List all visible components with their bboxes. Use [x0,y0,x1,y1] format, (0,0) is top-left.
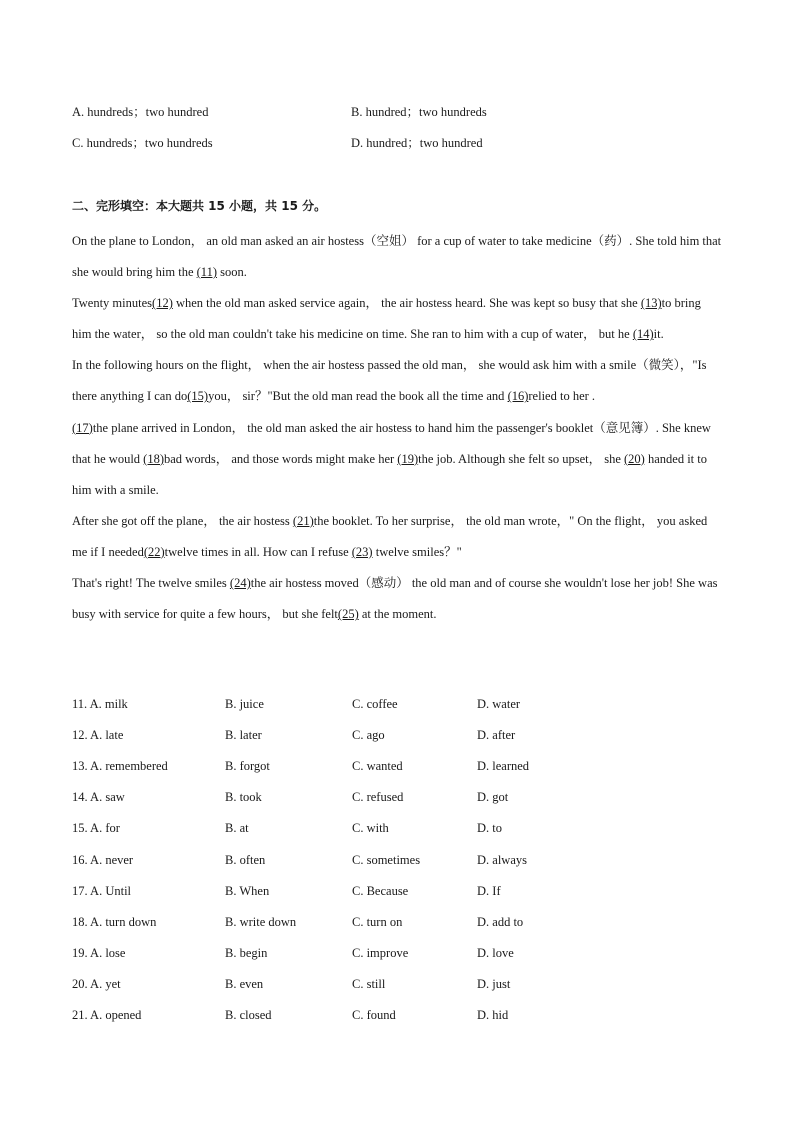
blank-number: (12) [152,296,173,311]
option-c: C. sometimes [352,852,421,867]
passage-paragraph [72,226,722,288]
blank-number: (17) [72,420,93,435]
option-d: D. got [477,790,509,805]
blank-number: (14) [632,327,654,342]
passage-text: when the old man asked service again， the air hostess heard. She was kept so busy that she [172,296,641,311]
option-c: C. still [352,976,386,991]
passage-text: at the moment. [358,607,437,622]
option-a: 12. A. late [72,728,124,743]
blank-number: (20) [624,451,645,466]
option-a: 21. A. opened [72,1008,142,1022]
section-heading: 二、完形填空：本大题共 15 小题，共 15 分。 [72,199,327,213]
blank-number: (19) [397,451,419,466]
blank-number: (24) [229,576,251,591]
passage-text: On the plane to London， an old man asked an air hostess（空姐） for a cup of water to take medicine（药）. She told him that she would bring him the [72,234,722,280]
blank-number: (11) [196,265,218,280]
option-b: B. hundred；two hundreds [351,105,487,119]
option-b: B. begin [225,945,268,960]
option-d: D. If [477,883,501,898]
option-d: D. add to [477,914,524,929]
passage-text: That's right! The twelve smiles [72,576,230,591]
passage-text: you， sir？"But the old man read the book all the time and [208,389,508,404]
option-d: D. love [477,945,514,960]
passage-text: the air hostess moved（感动） the old man and of course she wouldn't lose her job! She was busy with service for quite a few hours， but she felt [72,576,718,622]
option-a: 14. A. saw [72,790,125,805]
blank-number: (21) [292,513,314,528]
option-a: 16. A. never [72,852,134,867]
passage-text: bad words， and those words might make her [164,451,398,466]
option-c: C. hundreds；two hundreds [72,136,213,150]
option-b: B. at [225,821,249,836]
passage-text: Twenty minutes [72,296,153,311]
passage-paragraph [72,568,722,630]
option-a: A. hundreds；two hundred [72,105,209,119]
passage-text: twelve times in all. How can I refuse [164,544,352,559]
option-b: B. often [225,852,266,867]
option-a: 19. A. lose [72,945,126,960]
option-a: 17. A. Until [72,883,132,898]
option-d: D. hid [477,1008,509,1022]
option-a: 20. A. yet [72,976,121,991]
option-b: B. forgot [225,759,270,774]
option-d: D. learned [477,759,530,774]
passage-text: the job. Although she felt so upset， she [418,451,625,466]
blank-number: (25) [337,607,359,622]
option-a: 15. A. for [72,821,120,836]
option-c: C. ago [352,728,385,743]
blank-number: (16) [507,389,529,404]
option-a: 11. A. milk [72,697,128,711]
option-c: C. refused [352,790,404,805]
blank-number: (22) [143,544,165,559]
passage-text: After she got off the plane， the air hostess [72,513,293,528]
passage-paragraph [72,350,722,412]
option-b: B. closed [225,1008,272,1022]
option-c: C. wanted [352,759,403,774]
option-d: D. just [477,976,511,991]
option-b: B. later [225,728,262,743]
option-b: B. write down [225,914,297,929]
passage-paragraph [72,288,722,350]
blank-number: (18) [143,451,164,466]
passage-text: the booklet. To her surprise， the old man wrote，" On the flight， you asked me if I needed [72,513,708,559]
cloze-passage [72,226,722,630]
passage-text: the plane arrived in London， the old man asked the air hostess to hand him the passenger's booklet（意见簿）. She knew that he would [72,420,711,466]
option-a: 13. A. remembered [72,759,168,774]
blank-number: (23) [351,544,373,559]
passage-paragraph [72,413,722,506]
passage-text: handed it to him with a smile. [72,451,707,497]
option-b: B. even [225,976,264,991]
blank-number: (15) [187,389,209,404]
option-d: D. water [477,697,521,711]
option-c: C. with [352,821,389,836]
option-c: C. found [352,1008,396,1022]
option-d: D. hundred；two hundred [351,136,483,150]
option-c: C. coffee [352,697,398,711]
passage-text: it. [653,327,664,342]
option-b: B. When [225,883,270,898]
option-d: D. to [477,821,502,836]
option-c: C. Because [352,883,409,898]
option-c: C. turn on [352,914,403,929]
passage-text: twelve smiles？" [372,544,462,559]
option-a: 18. A. turn down [72,914,157,929]
passage-text: soon. [217,265,247,280]
passage-text: relied to her . [528,389,596,404]
passage-paragraph [72,506,722,568]
option-b: B. took [225,790,262,805]
passage-text: to bring him the water， so the old man couldn't take his medicine on time. She ran to him with a cup of water， but he [72,296,701,342]
option-d: D. always [477,852,527,867]
option-c: C. improve [352,945,409,960]
option-b: B. juice [225,697,264,711]
passage-text: In the following hours on the flight， when the air hostess passed the old man， she would ask him with a smile（微笑），"Is there anything I can do [72,358,707,404]
option-d: D. after [477,728,516,743]
blank-number: (13) [640,296,662,311]
